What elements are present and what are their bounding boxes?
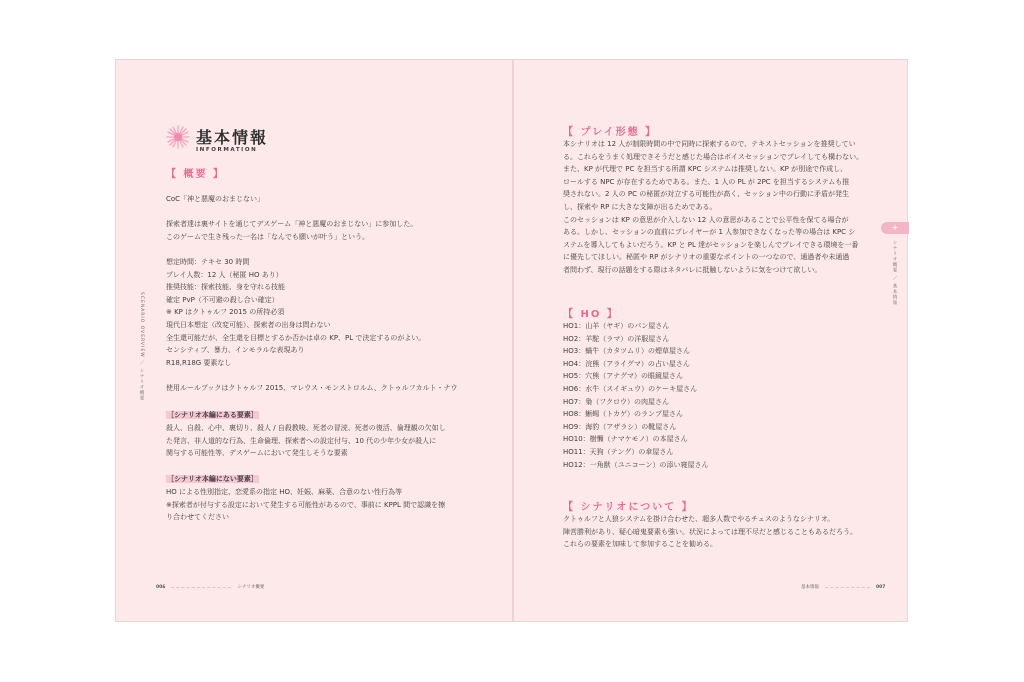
page-title: 基本情報 (196, 128, 269, 147)
ho-item: HO12：一角獣（ユニコーン）の添い寝屋さん (563, 460, 709, 469)
page-number: 006 (156, 584, 166, 590)
footer-section: 基本情報 (801, 585, 819, 590)
about-heading: 【 シナリオについて 】 (563, 502, 694, 513)
ho-item: HO11：天狗（テング）の傘屋さん (563, 447, 674, 456)
excluded-elements-heading: ［シナリオ本編にない要素］ (167, 475, 258, 483)
excluded-elements-text: HO による性別指定、恋愛系の指定 HO、妊娠、麻薬、合意のない性行為等 ※探索者が付与する設定において発生する可能性があるので、事前に KPPL 間で認識を擦 り合わせてください (166, 488, 446, 522)
overview-text: CoC「神と悪魔のおまじない」 探索者達は裏サイトを通じてデスゲーム「神と悪魔のおまじない」に参加した。 このゲームで生き残った一名は「なんでも願いが叶う」という。 想定時間：テキセ 30 時間 プレイ人数：12 人（秘匿 HO あり） 推奨技能：探索技能、身を守れる技能 確定 PvP（不可避の殺し合い確定） ※ KP はクトゥルフ 2015 の所持必須 現代日本想定（改変可能）、探索者の出身は問わない 全生還可能だが、全生還を目標とするか否かは卓の KP、PL で決定するのがよい。 センシティブ、暴力、インモラルな表現あり R18,R18G 要素なし 使用ルールブックはクトゥルフ 2015、マレウス・モンストロルム、クトゥルフカルト・ナウ (166, 193, 458, 395)
footer-section: シナリオ概要 (237, 585, 265, 590)
ho-item: HO6：水牛（スイギュウ）のケーキ屋さん (563, 384, 698, 393)
footer-rule (171, 587, 231, 588)
ho-list (563, 320, 709, 471)
right-footer (801, 584, 885, 590)
ho-item: HO4：浣熊（アライグマ）の占い屋さん (563, 359, 690, 368)
page-subtitle: INFORMATION (196, 147, 258, 153)
overview-heading: 【 概要 】 (166, 169, 225, 180)
included-elements-text: 殺人、自殺、心中、裏切り、殺人 / 自殺教唆、死者の冒涜、死者の復活、倫理観の欠如し た発言、非人道的な行為、生命倫理、探索者への設定付与、10 代の少年少女が殺人に 関与する可能性等、デスゲームにおいて発生しそうな要素 (166, 424, 446, 458)
about-text: クトゥルフと人狼システムを掛け合わせた、超多人数でやるチェスのようなシナリオ。 陣営勝利があり、疑心暗鬼要素も強い。状況によっては理不尽だと感じることもあるだろう。 これらの要素を加味して参加することを勧める。 (563, 515, 857, 549)
footer-rule (825, 587, 870, 588)
right-page (513, 60, 909, 621)
play-style-heading: 【 プレイ形態 】 (563, 127, 658, 138)
scenario-title-line: CoC「神と悪魔のおまじない」 (166, 195, 265, 203)
ho-item: HO8：蜥蜴（トカゲ）のランプ屋さん (563, 410, 684, 419)
book-spread (115, 59, 908, 622)
ho-item: HO2：羊駝（ラマ）の洋服屋さん (563, 334, 670, 343)
ho-item: HO9：海豹（アザラシ）の靴屋さん (563, 422, 677, 431)
rulebooks-line: 使用ルールブックはクトゥルフ 2015、マレウス・モンストロルム、クトゥルフカルト・ナウ (166, 383, 458, 392)
ho-heading: 【 HO 】 (563, 309, 619, 320)
included-elements-heading: ［シナリオ本編にある要素］ (167, 411, 258, 419)
left-footer (156, 584, 264, 590)
section-tab-marker: + (881, 222, 909, 234)
play-style-text: 本シナリオは 12 人が制限時間の中で同時に探索するので、テキストセッションを推奨してい る。これらをうまく処理できそうだと感じた場合はボイスセッションでプレイしても構わない。 また、KP が代理で PC を担当する所謂 KPC システムは推奨しない。KP が別途で作成し、 ロールする NPC が存在するためである。また、1 人の PL が 2PC を担当するシステムも推 奨されない。2 人の PC の秘匿が対立する可能性が高く、セッション中の行動に矛盾が発生 し、探索や RP に大きな支障が出るためである。 このセッションは KP の意思が介入しない 12 人の意思があることで公平性を保てる場合が ある。しかし、セッションの直前にプレイヤーが 1 人参加できなくなった等の場合は KPC シ ステムを導入してもよいだろう。KP と PL 達がセッションを楽しんでプレイできる環境を一番 に優先してほしい。秘匿や RP がシナリオの重要なポイントの一つなので、通過者や未通過 者問わず、現行の話題をする際はネタバレに抵触しないように気をつけて欲しい。 (563, 140, 864, 274)
side-label: SCENARIO OVERVIEW ／ シナリオ概要 (139, 292, 144, 402)
ho-item: HO10：樹懶（ナマケモノ）の本屋さん (563, 435, 688, 444)
starburst-icon (166, 125, 190, 149)
left-page (116, 60, 513, 621)
ho-item: HO7：梟（フクロウ）の肉屋さん (563, 397, 670, 406)
ho-item: HO1：山羊（ヤギ）のパン屋さん (563, 322, 670, 330)
side-label: シナリオ概要 ／ 基本情報 (892, 240, 897, 306)
ho-item: HO3：蝸牛（カタツムリ）の煙草屋さん (563, 347, 690, 356)
ho-item: HO5：穴熊（アナグマ）の眼鏡屋さん (563, 372, 683, 381)
page-number: 007 (876, 584, 886, 590)
